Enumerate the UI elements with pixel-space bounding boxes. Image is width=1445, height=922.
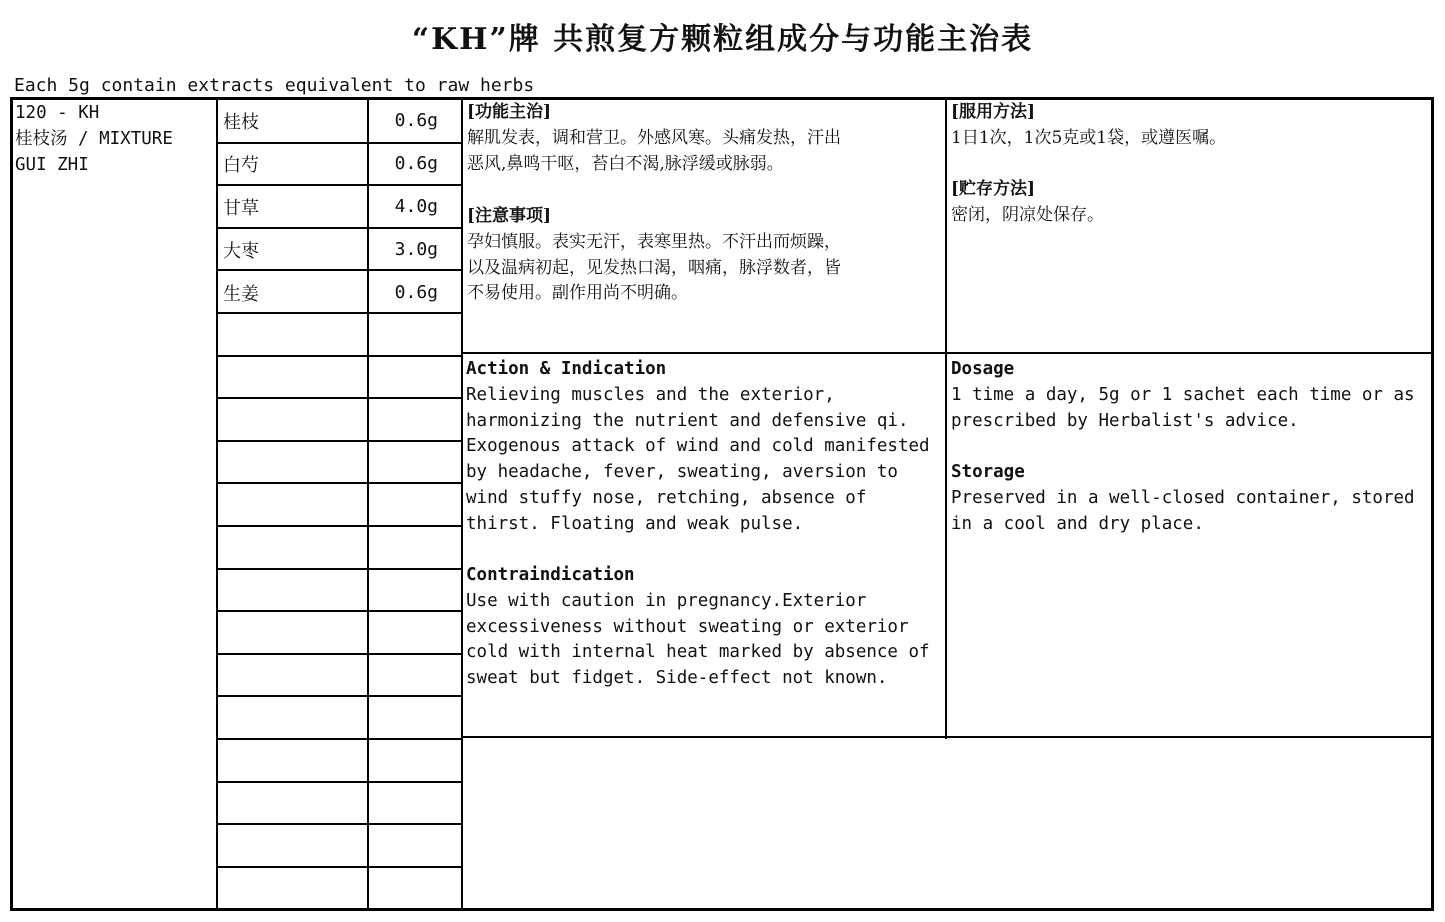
herb-dose: 3.0g [394, 239, 438, 260]
herb-row-divider [216, 269, 463, 271]
cn-storage-line: 密闭，阴凉处保存。 [951, 204, 1104, 225]
cn-caution-line: 孕妇慎服。表实无汗，表寒里热。不汗出而烦躁， [467, 231, 841, 252]
herb-row-divider [216, 142, 463, 144]
en-dosage-line: 1 time a day, 5g or 1 sachet each time or as [951, 384, 1415, 405]
row-divider-cn-en [461, 352, 1432, 354]
herb-row-divider [216, 823, 463, 825]
cn-caution-line: 以及温病初起，见发热口渴，咽痛，脉浮数者，皆 [467, 257, 841, 278]
subtitle: Each 5g contain extracts equivalent to raw herbs [14, 75, 535, 96]
herb-dose: 4.0g [394, 196, 438, 217]
en-action-section [466, 357, 930, 538]
col-divider-usage [945, 99, 947, 739]
herb-row-divider [216, 482, 463, 484]
herb-row-divider [216, 227, 463, 229]
herb-dose: 0.6g [394, 282, 438, 303]
en-action-line: thirst. Floating and weak pulse. [466, 513, 804, 534]
en-contra-section [466, 563, 930, 692]
cn-caution-line: 不易使用。副作用尚不明确。 [467, 283, 688, 304]
cn-function-line: 恶风,鼻鸣干呕，苔白不渴,脉浮缓或脉弱。 [467, 153, 784, 174]
col-divider-info [461, 99, 463, 909]
herb-name: 白芍 [223, 155, 259, 176]
page-title: “KH”牌 共煎复方颗粒组成分与功能主治表 [411, 22, 1034, 57]
en-action-line: by headache, fever, sweating, aversion to [466, 462, 898, 483]
cn-function-section [467, 100, 841, 177]
herb-row-divider [216, 738, 463, 740]
herb-row-divider [216, 525, 463, 527]
en-dosage-heading: Dosage [951, 359, 1015, 379]
herb-row-divider [216, 781, 463, 783]
en-action-line: harmonizing the nutrient and defensive qi. [466, 410, 909, 431]
product-pinyin: GUI ZHI [15, 155, 89, 175]
product-code: 120 - KH [15, 103, 100, 123]
en-storage-section [951, 460, 1415, 537]
cn-caution-heading: [注意事项] [467, 206, 552, 226]
herb-row-divider [216, 312, 463, 314]
product-name: 桂枝汤 / MIXTURE [15, 129, 173, 149]
herb-row-divider [216, 653, 463, 655]
row-divider-en-bottom [461, 736, 1432, 738]
col-divider-herb-name [216, 99, 218, 909]
cn-caution-section [467, 204, 841, 307]
herb-row-divider [216, 355, 463, 357]
en-dosage-section [951, 357, 1415, 434]
en-contra-line: Use with caution in pregnancy.Exterior [466, 590, 867, 611]
herb-name: 大枣 [223, 241, 259, 262]
en-storage-heading: Storage [951, 462, 1025, 482]
herb-name: 桂枝 [223, 112, 259, 133]
herb-row-divider [216, 610, 463, 612]
col-divider-herb-dose [367, 99, 369, 909]
cn-storage-heading: [贮存方法] [951, 179, 1036, 199]
cn-usage-line: 1日1次，1次5克或1袋，或遵医嘱。 [951, 127, 1227, 148]
en-storage-line: Preserved in a well-closed container, stored [951, 487, 1415, 508]
cn-function-heading: [功能主治] [467, 102, 552, 122]
herb-name: 甘草 [223, 198, 259, 219]
herb-row-divider [216, 184, 463, 186]
cn-storage-section [951, 177, 1104, 229]
en-contra-line: excessiveness without sweating or exterior [466, 616, 909, 637]
en-contra-line: cold with internal heat marked by absence of [466, 642, 930, 663]
herb-name: 生姜 [223, 284, 259, 305]
en-storage-line: in a cool and dry place. [951, 513, 1204, 534]
herb-row-divider [216, 866, 463, 868]
en-contra-line: sweat but fidget. Side-effect not known. [466, 668, 888, 689]
herb-row-divider [216, 397, 463, 399]
herb-dose: 0.6g [394, 110, 438, 131]
herb-row-divider [216, 568, 463, 570]
herb-row-divider [216, 440, 463, 442]
en-dosage-line: prescribed by Herbalist's advice. [951, 410, 1299, 431]
en-action-line: wind stuffy nose, retching, absence of [466, 487, 867, 508]
en-contra-heading: Contraindication [466, 565, 635, 585]
cn-usage-section [951, 100, 1226, 152]
en-action-heading: Action & Indication [466, 359, 667, 379]
cn-usage-heading: [服用方法] [951, 102, 1036, 122]
en-action-line: Relieving muscles and the exterior, [466, 384, 835, 405]
herb-dose: 0.6g [394, 153, 438, 174]
en-action-line: Exogenous attack of wind and cold manifested [466, 436, 930, 457]
herb-row-divider [216, 695, 463, 697]
cn-function-line: 解肌发表，调和营卫。外感风寒。头痛发热，汗出 [467, 127, 841, 148]
